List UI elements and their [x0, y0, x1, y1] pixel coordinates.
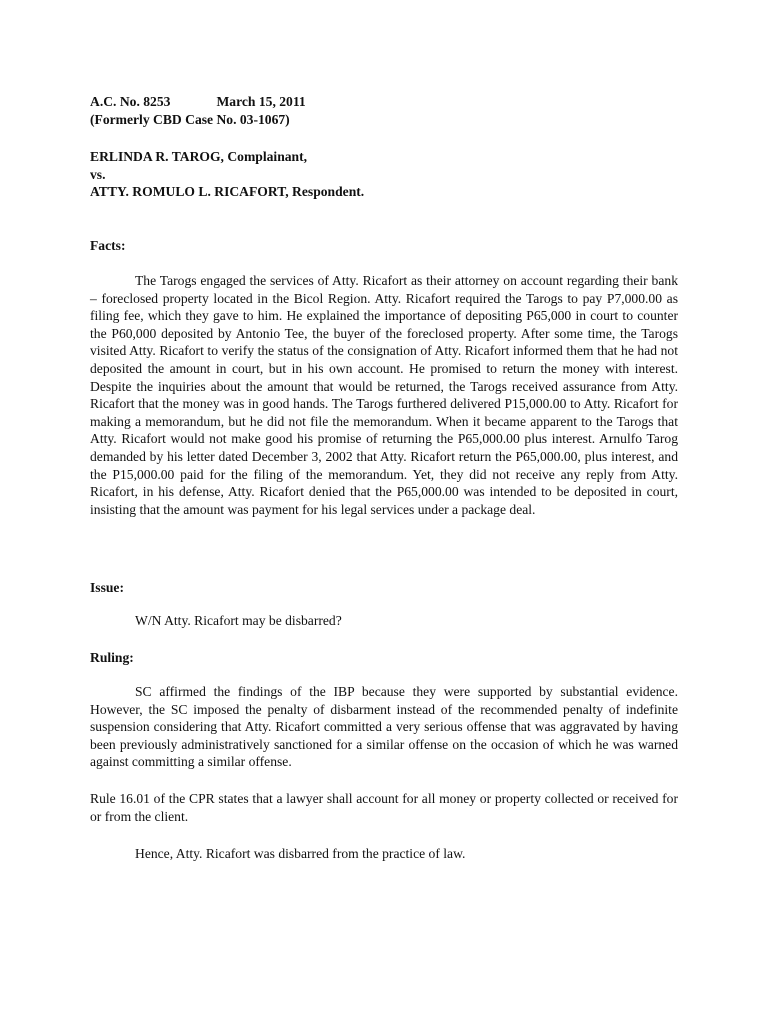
ruling-paragraph: SC affirmed the findings of the IBP because they were supported by substantial evidence. However, the SC imposed the penalty of disbarment instead of the recommended penalty of indefinite suspension considering that Atty. Ricafort committed a very serious offense that was aggravated by having been previously administratively sanctioned for a similar offense on the occasion of which he was warned against committing a similar offense.	[90, 684, 678, 770]
facts-paragraph: The Tarogs engaged the services of Atty. Ricafort as their attorney on account regarding their bank – foreclosed property located in the Bicol Region. Atty. Ricafort required the Tarogs to pay P7,000.00 as filing fee, which they gave to him. He explained the importance of depositing P65,000 in court to counter the P60,000 deposited by Antonio Tee, the buyer of the foreclosed property. After some time, the Tarogs visited Atty. Ricafort to verify the status of the consignation of Atty. Ricafort informed them that he had not deposited the amount in court, but in his own account. He promised to return the money with interest. Despite the inquiries about the amount that would be returned, the Tarogs received assurance from Atty. Ricafort that the money was in good hands. The Tarogs furthered delivered P15,000.00 to Atty. Ricafort for making a memorandum, but he did not file the memorandum. When it became apparent to the Tarogs that Atty. Ricafort would not make good his promise of returning the P65,000.00 plus interest. Arnulfo Tarog demanded by his letter dated December 3, 2002 that Atty. Ricafort return the P65,000.00, plus interest, and the P15,000.00 paid for the filing of the memorandum. Yet, they did not receive any reply from Atty. Ricafort, in his defense, Atty. Ricafort denied that the P65,000.00 was intended to be deposited in court, insisting that the amount was payment for his legal services under a package deal.	[90, 273, 678, 517]
conclusion-paragraph: Hence, Atty. Ricafort was disbarred from the practice of law.	[135, 846, 466, 861]
rule-paragraph: Rule 16.01 of the CPR states that a lawyer shall account for all money or property collected or received for or from the client.	[90, 791, 678, 824]
ruling-heading: Ruling:	[90, 650, 134, 665]
complainant: ERLINDA R. TAROG, Complainant,	[90, 149, 308, 164]
ruling-section	[90, 683, 678, 771]
versus: vs.	[90, 166, 106, 182]
issue-section	[90, 612, 678, 630]
issue-paragraph: W/N Atty. Ricafort may be disbarred?	[135, 613, 342, 628]
facts-heading: Facts:	[90, 238, 126, 253]
formerly-case-number: (Formerly CBD Case No. 03-1067)	[90, 111, 290, 127]
case-header	[90, 93, 678, 128]
conclusion-section	[90, 845, 678, 863]
rule-section	[90, 790, 678, 825]
case-number: A.C. No. 8253	[90, 94, 171, 109]
parties-block	[90, 148, 678, 201]
issue-heading: Issue:	[90, 580, 124, 595]
case-number-line	[90, 93, 678, 111]
facts-section	[90, 272, 678, 518]
decision-date: March 15, 2011	[216, 94, 306, 109]
respondent: ATTY. ROMULO L. RICAFORT, Respondent.	[90, 184, 365, 200]
